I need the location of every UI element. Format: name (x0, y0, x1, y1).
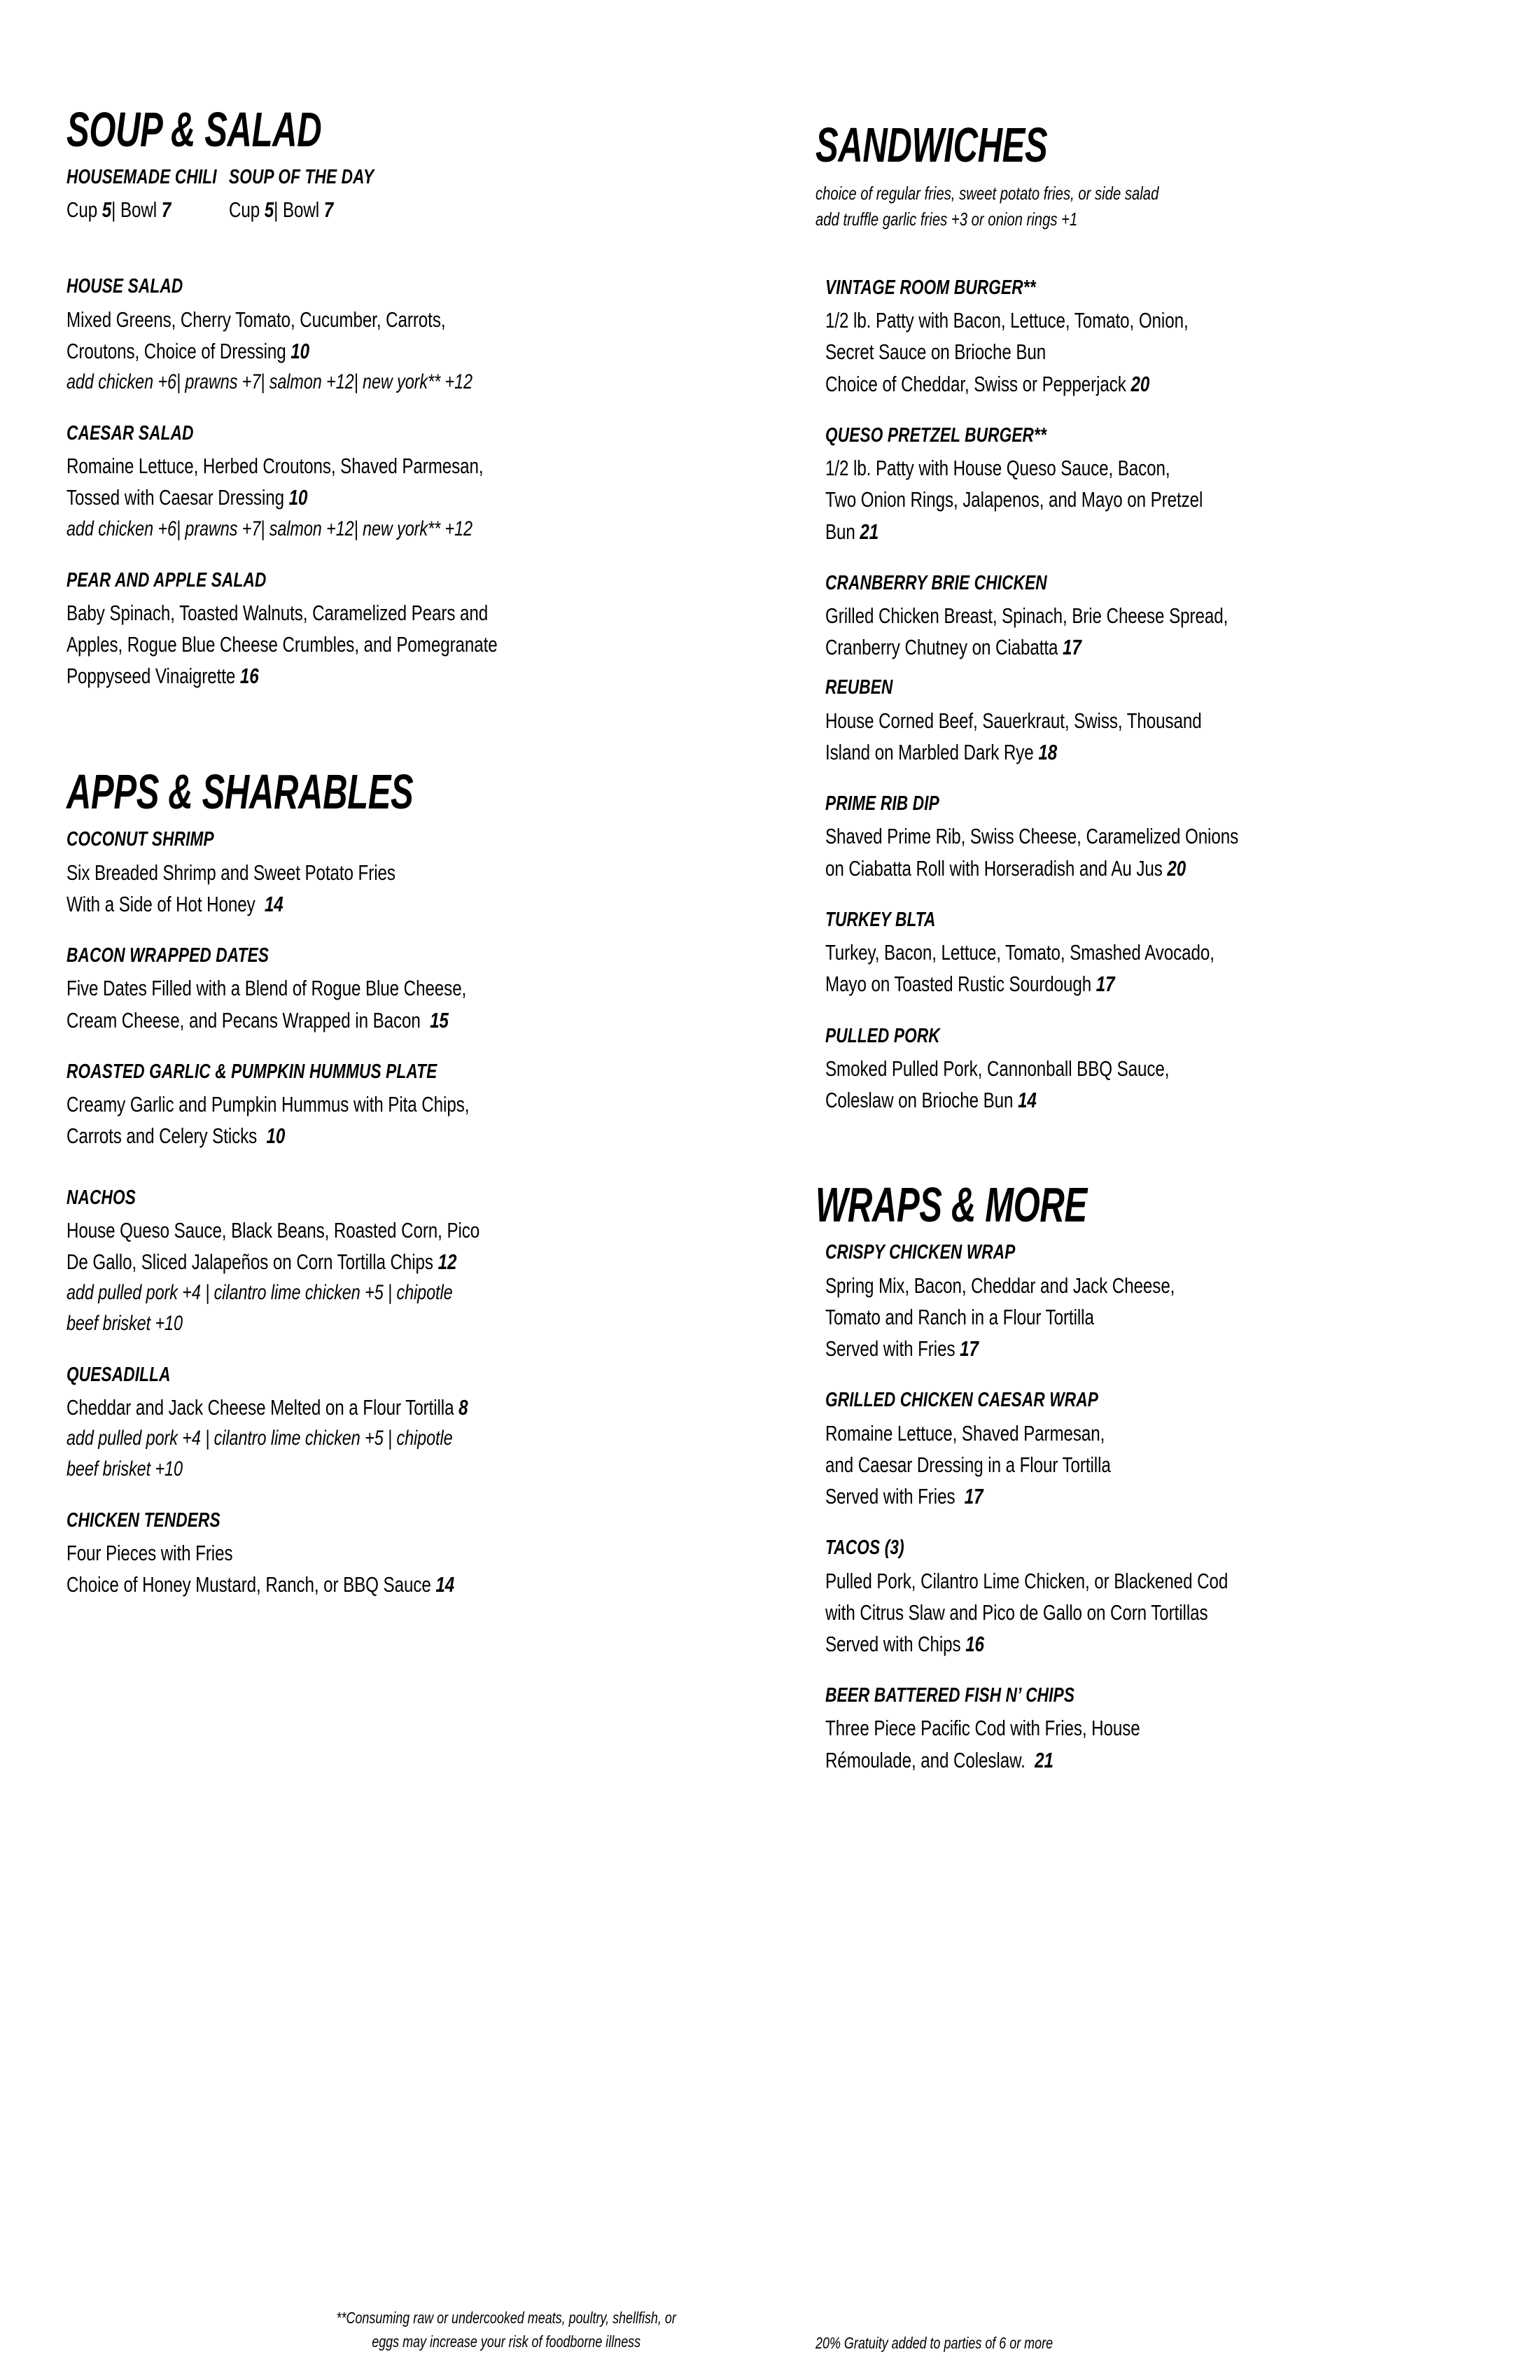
menu-item-vintage-room-burger (816, 276, 1502, 400)
item-description-text (825, 516, 1502, 547)
item-description-line (825, 600, 1502, 631)
item-title (825, 1388, 1502, 1412)
item-title (66, 1508, 752, 1532)
item-price: 18 (1038, 739, 1058, 764)
item-title (825, 1536, 1502, 1560)
footer-disclaimer-line1: **Consuming raw or undercooked meats, poultry, shellfish, or (336, 2308, 676, 2327)
menu-item-tacos (816, 1536, 1502, 1660)
item-description-text: Shaved Prime Rib, Swiss Cheese, Caramelized Onions (825, 824, 1239, 849)
item-description-text: Four Pieces with Fries (66, 1541, 233, 1566)
menu-item-coconut-shrimp (66, 827, 752, 920)
item-price-line (229, 194, 391, 225)
cup-label: Cup (66, 197, 98, 223)
item-title-text: QUESADILLA (66, 1363, 171, 1386)
item-price: 17 (1063, 635, 1082, 660)
item-price: 21 (860, 519, 879, 544)
item-addons-line (66, 1423, 752, 1454)
item-title-text: CRISPY CHICKEN WRAP (825, 1241, 1016, 1264)
item-description-text (825, 1084, 1502, 1116)
desc-body: Coleslaw on Brioche Bun (825, 1088, 1014, 1113)
bowl-price: 7 (323, 197, 334, 223)
item-price: 14 (264, 891, 284, 916)
menu-item-soup-of-the-day (229, 165, 391, 225)
item-description-line (825, 1744, 1502, 1776)
item-description-line (825, 516, 1502, 547)
item-description-line (66, 1120, 752, 1152)
desc-body: Rémoulade, and Coleslaw. (825, 1747, 1026, 1772)
item-description-line (825, 1712, 1502, 1744)
item-addons-text: add pulled pork +4 | cilantro lime chicken +5 | chipotle (66, 1281, 453, 1305)
item-description-line (825, 736, 1502, 768)
desc-body: Island on Marbled Dark Rye (825, 739, 1034, 764)
desc-body: Cranberry Chutney on Ciabatta (825, 635, 1058, 660)
item-description-text: Five Dates Filled with a Blend of Rogue Blue Cheese, (66, 976, 467, 1001)
item-description-line (66, 1392, 752, 1423)
footer-disclaimer (66, 2306, 752, 2356)
item-description-line (66, 1569, 752, 1600)
desc-body: Croutons, Choice of Dressing (66, 338, 286, 363)
item-description-text: Two Onion Rings, Jalapenos, and Mayo on Pretzel (825, 487, 1203, 512)
item-description-line (825, 1449, 1502, 1480)
desc-body: Tossed with Caesar Dressing (66, 485, 285, 510)
item-description-text (825, 853, 1502, 884)
desc-body: Choice of Honey Mustard, Ranch, or BBQ Sauce (66, 1572, 431, 1597)
item-description-text: Secret Sauce on Brioche Bun (825, 340, 1046, 365)
item-description-line (825, 820, 1502, 852)
item-title-text: PULLED PORK (825, 1024, 940, 1047)
menu-item-nachos (66, 1186, 752, 1339)
menu-item-turkey-blta (816, 908, 1502, 1000)
item-description-line (825, 853, 1502, 884)
item-description-line (825, 452, 1502, 484)
item-description-text: Six Breaded Shrimp and Sweet Potato Fries (66, 860, 396, 885)
item-description-text: Baby Spinach, Toasted Walnuts, Caramelized Pears and (66, 600, 489, 625)
sandwiches-side-note-line1: choice of regular fries, sweet potato fries, or side salad (816, 183, 1159, 204)
item-title-text: GRILLED CHICKEN CAESAR WRAP (825, 1389, 1099, 1412)
desc-body: Cheddar and Jack Cheese Melted on a Flour Tortilla (66, 1395, 454, 1420)
menu-item-beer-battered-fish-n-chips (816, 1684, 1502, 1776)
item-price: 17 (1096, 972, 1115, 997)
item-description-text (825, 1744, 1502, 1776)
menu-item-chicken-tenders (66, 1508, 752, 1601)
item-description-text: Three Piece Pacific Cod with Fries, House (825, 1716, 1140, 1741)
item-description-text: Spring Mix, Bacon, Cheddar and Jack Cheese, (825, 1273, 1175, 1298)
item-title (66, 1186, 752, 1210)
item-description-line (66, 335, 752, 367)
item-title-text: NACHOS (66, 1186, 136, 1209)
menu-item-quesadilla (66, 1363, 752, 1485)
item-title (66, 165, 229, 189)
page-footer (0, 2306, 1540, 2356)
item-title (66, 1060, 752, 1084)
item-title-text: QUESO PRETZEL BURGER** (825, 424, 1046, 447)
item-addons-line (66, 1278, 752, 1308)
desc-body: Poppyseed Vinaigrette (66, 664, 236, 689)
item-title (229, 165, 391, 189)
menu-item-crispy-chicken-wrap (816, 1240, 1502, 1364)
menu-item-reuben (816, 676, 1502, 768)
desc-body: Mayo on Toasted Rustic Sourdough (825, 972, 1092, 997)
item-description-line (825, 1565, 1502, 1597)
item-title (66, 827, 752, 851)
item-description-line (825, 1418, 1502, 1449)
item-description-text (66, 1120, 752, 1152)
desc-body: Bun (825, 519, 855, 544)
item-title (825, 1240, 1502, 1264)
menu-item-prime-rib-dip (816, 792, 1502, 884)
item-title-text: CAESAR SALAD (66, 421, 194, 444)
item-title-text: SOUP OF THE DAY (229, 166, 374, 188)
menu-item-grilled-chicken-caesar-wrap (816, 1388, 1502, 1512)
item-description-line (825, 336, 1502, 368)
desc-body: Served with Fries (825, 1484, 955, 1509)
cup-price: 5 (102, 197, 112, 223)
item-price: 15 (430, 1007, 449, 1032)
item-description-text (66, 888, 752, 920)
item-description-text (825, 736, 1502, 768)
item-title-text: HOUSEMADE CHILI (66, 166, 217, 188)
item-price-line (66, 194, 229, 225)
item-addons-text: beef brisket +10 (66, 1457, 183, 1481)
item-description-line (66, 857, 752, 888)
item-title-text: PEAR AND APPLE SALAD (66, 568, 267, 592)
item-price: 10 (288, 485, 308, 510)
item-price: 12 (438, 1250, 457, 1275)
item-description-line (66, 597, 752, 629)
item-description-text: Creamy Garlic and Pumpkin Hummus with Pita Chips, (66, 1092, 470, 1117)
item-description-text: Apples, Rogue Blue Cheese Crumbles, and Pomegranate (66, 631, 498, 657)
footer-gratuity-text: 20% Gratuity added to parties of 6 or more (816, 2333, 1054, 2352)
item-description-line (825, 968, 1502, 1000)
item-description-text: Grilled Chicken Breast, Spinach, Brie Cheese Spread, (825, 603, 1228, 628)
item-description-text (66, 482, 752, 513)
item-title-text: ROASTED GARLIC & PUMPKIN HUMMUS PLATE (66, 1060, 438, 1083)
left-column (66, 102, 752, 1625)
item-description-line (825, 705, 1502, 736)
section-heading-apps-sharables (66, 764, 752, 820)
item-description-text: Turkey, Bacon, Lettuce, Tomato, Smashed Avocado, (825, 940, 1214, 965)
menu-item-bacon-wrapped-dates (66, 944, 752, 1036)
item-description-text (66, 1392, 752, 1423)
item-title (825, 792, 1502, 816)
desc-body: Served with Fries (825, 1336, 955, 1362)
item-addons-text: beef brisket +10 (66, 1312, 183, 1336)
item-description-text: with Citrus Slaw and Pico de Gallo on Corn Tortillas (825, 1600, 1208, 1625)
item-description-line (66, 1004, 752, 1036)
item-description-line (66, 482, 752, 513)
desc-body: Carrots and Celery Sticks (66, 1124, 258, 1149)
item-title-text: CRANBERRY BRIE CHICKEN (825, 571, 1047, 594)
item-title-text: BEER BATTERED FISH N’ CHIPS (825, 1684, 1075, 1707)
desc-body: Cream Cheese, and Pecans Wrapped in Bacon (66, 1007, 421, 1032)
item-price: 16 (239, 664, 259, 689)
price-divider: | (111, 197, 116, 223)
item-description-text: House Corned Beef, Sauerkraut, Swiss, Thousand (825, 708, 1202, 733)
item-title (66, 944, 752, 967)
desc-body: Served with Chips (825, 1632, 961, 1656)
item-price: 14 (435, 1572, 455, 1597)
footer-gratuity (752, 2306, 1474, 2356)
section-heading-soup-salad-text: SOUP & SALAD (66, 102, 322, 157)
item-price: 17 (960, 1336, 979, 1362)
item-description-text (825, 1628, 1502, 1660)
bowl-label: Bowl (283, 197, 320, 223)
menu-item-queso-pretzel-burger (816, 424, 1502, 547)
section-heading-sandwiches (816, 118, 1502, 172)
menu-item-pulled-pork (816, 1024, 1502, 1116)
item-description-text (66, 1246, 752, 1278)
item-description-line (825, 1301, 1502, 1333)
item-addons-text: add chicken +6| prawns +7| salmon +12| new york** +12 (66, 370, 472, 394)
item-title-text: VINTAGE ROOM BURGER** (825, 276, 1036, 299)
item-description-line (825, 1084, 1502, 1116)
item-description-line (825, 484, 1502, 515)
bowl-price: 7 (161, 197, 172, 223)
item-title (66, 568, 752, 592)
desc-body: on Ciabatta Roll with Horseradish and Au Jus (825, 855, 1163, 881)
item-description-text (66, 660, 752, 692)
section-heading-wraps-more (816, 1177, 1502, 1233)
item-description-line (825, 937, 1502, 968)
desc-body: De Gallo, Sliced Jalapeños on Corn Tortilla Chips (66, 1250, 433, 1275)
item-price: 10 (266, 1124, 286, 1149)
item-description-text: Tomato and Ranch in a Flour Tortilla (825, 1304, 1094, 1329)
item-description-line (66, 888, 752, 920)
item-description-text: House Queso Sauce, Black Beans, Roasted Corn, Pico (66, 1217, 480, 1242)
item-title (825, 676, 1502, 699)
menu-item-pear-and-apple-salad (66, 568, 752, 692)
item-price: 8 (458, 1395, 468, 1420)
item-description-text: Mixed Greens, Cherry Tomato, Cucumber, Carrots, (66, 307, 446, 332)
section-heading-sandwiches-text: SANDWICHES (816, 118, 1048, 172)
item-title (825, 424, 1502, 447)
item-description-line (825, 1628, 1502, 1660)
bowl-label: Bowl (120, 197, 158, 223)
item-description-line (66, 1537, 752, 1569)
item-description-text (825, 1333, 1502, 1364)
cup-price: 5 (264, 197, 274, 223)
item-description-text: Romaine Lettuce, Herbed Croutons, Shaved Parmesan, (66, 454, 484, 479)
item-addons-text: add chicken +6| prawns +7| salmon +12| new york** +12 (66, 517, 472, 540)
item-description-line (66, 1214, 752, 1246)
footer-disclaimer-line2: eggs may increase your risk of foodborne illness (372, 2332, 641, 2351)
cup-label: Cup (229, 197, 260, 223)
item-title-text: BACON WRAPPED DATES (66, 944, 270, 967)
item-price-line-text (229, 194, 391, 225)
item-description-line (825, 1480, 1502, 1512)
item-description-text: Romaine Lettuce, Shaved Parmesan, (825, 1420, 1105, 1446)
item-description-line (825, 1333, 1502, 1364)
item-description-text: 1/2 lb. Patty with House Queso Sauce, Bacon, (825, 456, 1170, 480)
item-price: 21 (1035, 1747, 1054, 1772)
desc-body: Choice of Cheddar, Swiss or Pepperjack (825, 371, 1126, 396)
item-title (825, 908, 1502, 932)
item-title (825, 1684, 1502, 1707)
right-column (816, 105, 1502, 1800)
item-price: 16 (965, 1632, 984, 1656)
section-heading-apps-sharables-text: APPS & SHARABLES (66, 764, 414, 820)
item-title (66, 421, 752, 445)
item-addons-line (66, 367, 752, 398)
item-title (825, 276, 1502, 300)
item-description-line (66, 972, 752, 1004)
item-description-text (66, 1004, 752, 1036)
item-title-text: TACOS (3) (825, 1536, 904, 1560)
item-description-line (66, 304, 752, 335)
item-description-line (825, 1053, 1502, 1084)
item-price: 17 (964, 1484, 983, 1509)
item-description-line (66, 1088, 752, 1120)
item-addons-line (66, 1454, 752, 1485)
section-heading-wraps-more-text: WRAPS & MORE (816, 1177, 1087, 1233)
item-description-line (825, 631, 1502, 663)
item-description-text (825, 368, 1502, 400)
item-description-line (825, 304, 1502, 336)
item-description-text (825, 968, 1502, 1000)
item-description-line (825, 1270, 1502, 1301)
item-addons-line (66, 1308, 752, 1339)
item-description-line (66, 660, 752, 692)
item-description-text: 1/2 lb. Patty with Bacon, Lettuce, Tomato, Onion, (825, 308, 1189, 333)
item-title-text: REUBEN (825, 676, 893, 699)
item-description-line (825, 368, 1502, 400)
item-title-text: TURKEY BLTA (825, 908, 936, 931)
item-title (66, 274, 752, 298)
item-title (825, 571, 1502, 595)
item-price: 20 (1167, 855, 1186, 881)
item-title-text: PRIME RIB DIP (825, 792, 939, 816)
item-price: 20 (1130, 371, 1150, 396)
item-description-text (825, 1480, 1502, 1512)
menu-item-house-salad (66, 274, 752, 398)
item-price: 10 (290, 338, 310, 363)
item-description-text: and Caesar Dressing in a Flour Tortilla (825, 1452, 1111, 1477)
desc-body: With a Side of Hot Honey (66, 891, 255, 916)
item-addons-line (66, 514, 752, 545)
item-description-text: Pulled Pork, Cilantro Lime Chicken, or Blackened Cod (825, 1568, 1228, 1593)
item-title-text: COCONUT SHRIMP (66, 828, 214, 851)
item-description-text (66, 335, 752, 367)
price-divider: | (274, 197, 279, 223)
item-description-text: Smoked Pulled Pork, Cannonball BBQ Sauce, (825, 1056, 1170, 1081)
item-description-line (66, 450, 752, 482)
item-title (66, 1363, 752, 1387)
item-description-line (66, 629, 752, 660)
menu-item-hummus-plate (66, 1060, 752, 1152)
item-description-text (66, 1569, 752, 1600)
item-description-line (66, 1246, 752, 1278)
item-title-text: HOUSE SALAD (66, 275, 183, 298)
sandwiches-side-note-line2: add truffle garlic fries +3 or onion rings +1 (816, 208, 1078, 230)
section-heading-soup-salad (66, 102, 752, 157)
item-description-line (825, 1597, 1502, 1628)
soup-row (66, 165, 752, 225)
item-addons-text: add pulled pork +4 | cilantro lime chicken +5 | chipotle (66, 1427, 453, 1450)
item-title (825, 1024, 1502, 1048)
menu-item-housemade-chili (66, 165, 229, 225)
menu-columns (66, 102, 1474, 1800)
item-description-text (825, 631, 1502, 663)
menu-item-cranberry-brie-chicken (816, 571, 1502, 664)
item-price: 14 (1018, 1088, 1037, 1113)
menu-item-caesar-salad (66, 421, 752, 545)
item-title-text: CHICKEN TENDERS (66, 1509, 220, 1532)
item-price-line-text (66, 194, 229, 225)
sandwiches-side-note (816, 181, 1502, 232)
